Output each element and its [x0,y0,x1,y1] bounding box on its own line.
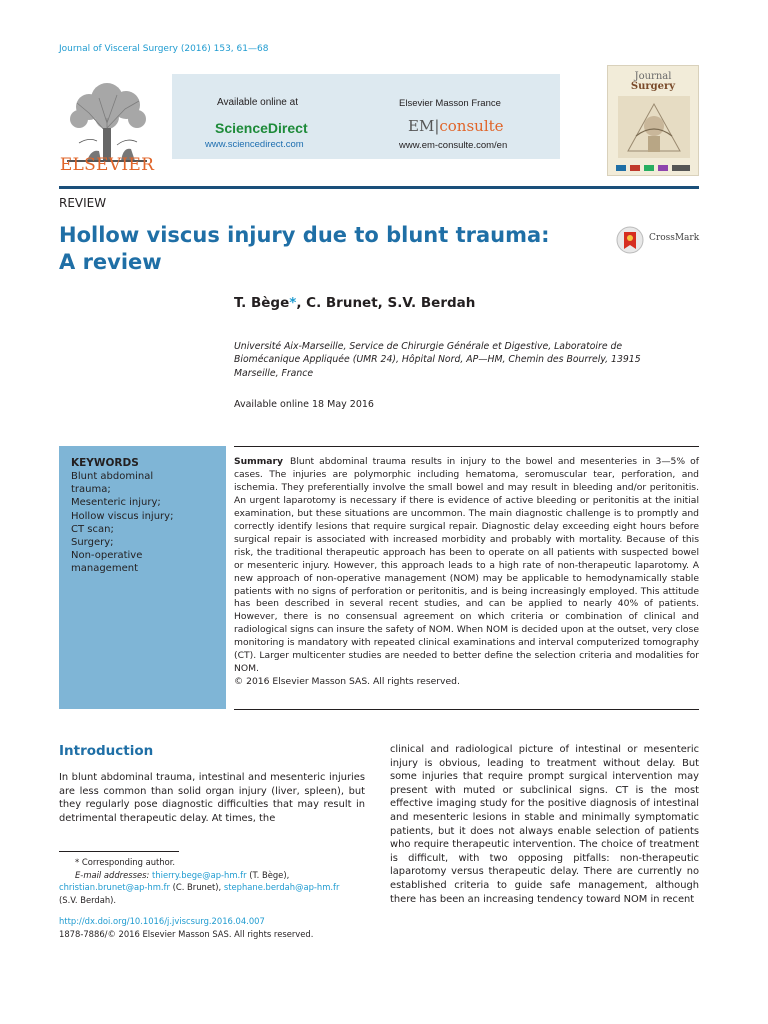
footnotes [59,856,369,906]
sciencedirect-link[interactable]: www.sciencedirect.com [205,139,304,150]
keyword-item: Mesenteric injury; [71,497,161,509]
crossmark-badge[interactable] [615,225,705,253]
email-owner-bege: (T. Bège), [246,869,290,880]
author-berdah: , S.V. Berdah [377,295,476,311]
author-brunet: , C. Brunet [296,295,378,311]
summary-copyright: © 2016 Elsevier Masson SAS. All rights reserved. [234,676,460,688]
email-link-berdah[interactable]: stephane.berdah@ap-hm.fr [223,882,340,892]
keyword-item: Surgery; [71,537,114,549]
summary-bottom-rule [234,709,699,710]
crossmark-label: CrossMark [649,233,700,243]
keyword-item: management [71,563,138,575]
cover-title: Journal Surgery [630,71,676,92]
keyword-item: trauma; [71,484,111,496]
em-consulte-link[interactable]: www.em-consulte.com/en [399,140,508,151]
available-online-label: Available online at [217,97,298,108]
introduction-text-right: clinical and radiological picture of intestinal or mesenteric injury is obvious, leading to treatment without delay. But some injuries that require prompt surgical intervention may present with muted or subclinical signs. CT is the most effective imaging study for the positive diagnosis of intestinal and mesenteric lesions in stable and minimally symptomatic patients, but it does not always enable selection of patients who require therapeutic intervention. The choice of treatment is difficult, with two opposing pitfalls: non-therapeutic laparotomy versus therapeutic delay. There are currently no established criteria to guide safe management, although there has been an increasing tendency toward NOM in recent [390,744,699,905]
paper-title: Hollow viscus injury due to blunt trauma: A review [59,223,550,274]
keyword-item: CT scan; [71,523,114,535]
issn-copyright: 1878-7886/© 2016 Elsevier Masson SAS. All rights reserved. [59,929,314,939]
footnote-rule [59,851,179,852]
affiliation: Université Aix-Marseille, Service de Chirurgie Générale et Digestive, Laboratoire de Biomécanique Appliquée (UMR 24), Hôpital Nord, AP—HM, Chemin des Bourrely, 13915 Marseille, France [234,341,641,379]
keyword-item: Non-operative [71,550,143,562]
author-list [234,295,475,311]
journal-header [59,64,699,182]
publisher-name: Elsevier Masson France [399,98,501,109]
availability-panel [172,74,560,159]
summary-label: Summary [234,456,284,467]
header-rule [59,186,699,189]
corresponding-author-mark[interactable]: * [289,295,297,311]
cover-illustration [618,96,690,158]
abstract-summary [234,456,699,689]
introduction-text-left: In blunt abdominal trauma, intestinal and mesenteric injuries are less common than solid organ injury (liver, spleen), but they regularly pose diagnostic difficulties that may result in detrimental therapeutic delay. At times, the [59,772,365,824]
keywords-box [59,446,226,709]
journal-reference[interactable]: Journal of Visceral Surgery (2016) 153, 61—68 [59,44,269,54]
keyword-item: Blunt abdominal [71,471,154,482]
sciencedirect-logo: ScienceDirect [215,120,308,136]
summary-top-rule [234,446,699,447]
author-bege: T. Bège [234,295,290,311]
email-line-2 [59,881,369,894]
corresponding-author-note: * Corresponding author. [75,857,176,867]
email-owner-brunet: (C. Brunet), [169,882,224,892]
em-consulte-logo: EM|consulte [408,117,504,135]
journal-cover-thumbnail [607,65,699,176]
email-label: E-mail addresses: [75,869,150,880]
email-owner-berdah: (S.V. Berdah). [59,894,117,905]
email-link-bege[interactable]: thierry.bege@ap-hm.fr [152,869,247,880]
available-online-date: Available online 18 May 2016 [234,399,374,410]
email-line [59,869,369,882]
crossmark-icon [615,225,645,255]
doi-link[interactable]: http://dx.doi.org/10.1016/j.jviscsurg.2016.04.007 [59,916,265,926]
article-type: REVIEW [59,196,107,210]
elsevier-wordmark: ELSEVIER [59,155,155,175]
email-link-brunet[interactable]: christian.brunet@ap-hm.fr [59,882,170,892]
summary-text: Blunt abdominal trauma results in injury to the bowel and mesenteries in 3—5% of cases. The injuries are polymorphic including hematoma, seromuscular tear, perforation, and ischemia. They preferentially involve the small bowel and may result in bleeding and/or peritonitis. An urgent laparotomy is necessary if there is evidence of active bleeding or peritonitis at the initial examination, but these situations are uncommon. The main diagnostic challenge is to promptly and correctly identify lesions that require surgical repair. Diagnostic delay exceeding eight hours before surgical repair is associated with increased morbidity and probably with mortality. Because of this risk, the traditional therapeutic approach has been to operate on all patients with suspected bowel or mesenteric injury. However, this approach leads to a high rate of non-therapeutic laparotomy. A new approach of non-operative management (NOM) may be applicable to hemodynamically stable patients with no signs of perforation or peritonitis, and is being increasingly employed. This attitude has been described in several recent studies, and can be applied to nearly 40% of patients. However, there is no consensual agreement on which criteria or combination of clinical and radiological signs can insure the safety of NOM. When NOM is decided upon at the outset, very close monitoring is mandatory with repeated clinical examinations and interval computerized tomography (CT). Larger multicenter studies are needed to better define the selection criteria and modalities for NOM. [234,456,699,675]
keyword-item: Hollow viscus injury; [71,510,174,522]
cover-publisher-icons [616,164,692,172]
introduction-heading: Introduction [59,743,154,759]
keywords-heading: KEYWORDS [71,457,139,469]
